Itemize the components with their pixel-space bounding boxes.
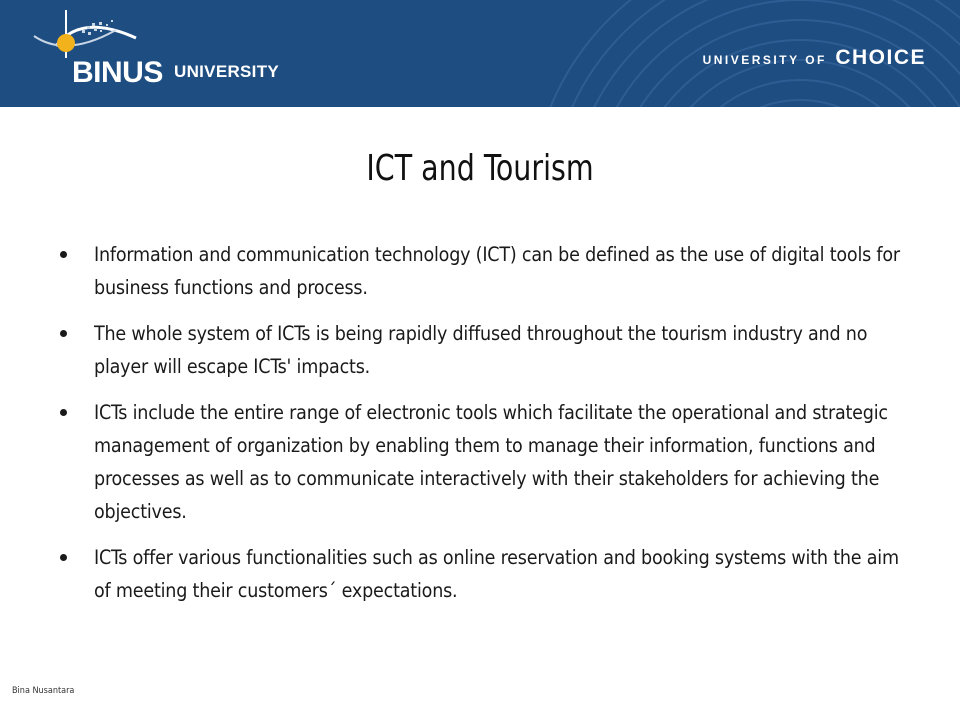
bullet-dot-icon — [60, 251, 67, 258]
binus-logo[interactable] — [26, 8, 296, 98]
bullet-item — [60, 541, 920, 607]
bullet-dot-icon — [60, 554, 67, 561]
bullet-text: ICTs offer various functionalities such as online reservation and booking systems with the aim of meeting their customers´ expectations. — [94, 546, 899, 602]
tagline-small: UNIVERSITY OF — [702, 53, 827, 67]
bullet-item — [60, 396, 920, 528]
bullet-dot-icon — [60, 409, 67, 416]
logo-binus-text: BINUS — [72, 56, 163, 89]
bullet-dot-icon — [60, 330, 67, 337]
tagline — [703, 46, 926, 70]
bullet-item — [60, 317, 920, 383]
bullet-list — [60, 238, 920, 620]
bullet-text: ICTs include the entire range of electronic tools which facilitate the operational and strategic management of organization by enabling them to manage their information, functions and processes as well as to communicate interactively with their stakeholders for achieving the objectives. — [94, 401, 888, 523]
bullet-text: The whole system of ICTs is being rapidly diffused throughout the tourism industry and no player will escape ICTs' impacts. — [94, 322, 868, 378]
bullet-text: Information and communication technology (ICT) can be defined as the use of digital tools for business functions and process. — [94, 243, 900, 299]
tagline-big: CHOICE — [835, 46, 926, 69]
slide-title: ICT and Tourism — [366, 148, 594, 189]
bullet-item — [60, 238, 920, 304]
logo-university-text: UNIVERSITY — [174, 62, 280, 81]
footer-text: Bina Nusantara — [12, 686, 75, 696]
header-banner — [0, 0, 960, 107]
